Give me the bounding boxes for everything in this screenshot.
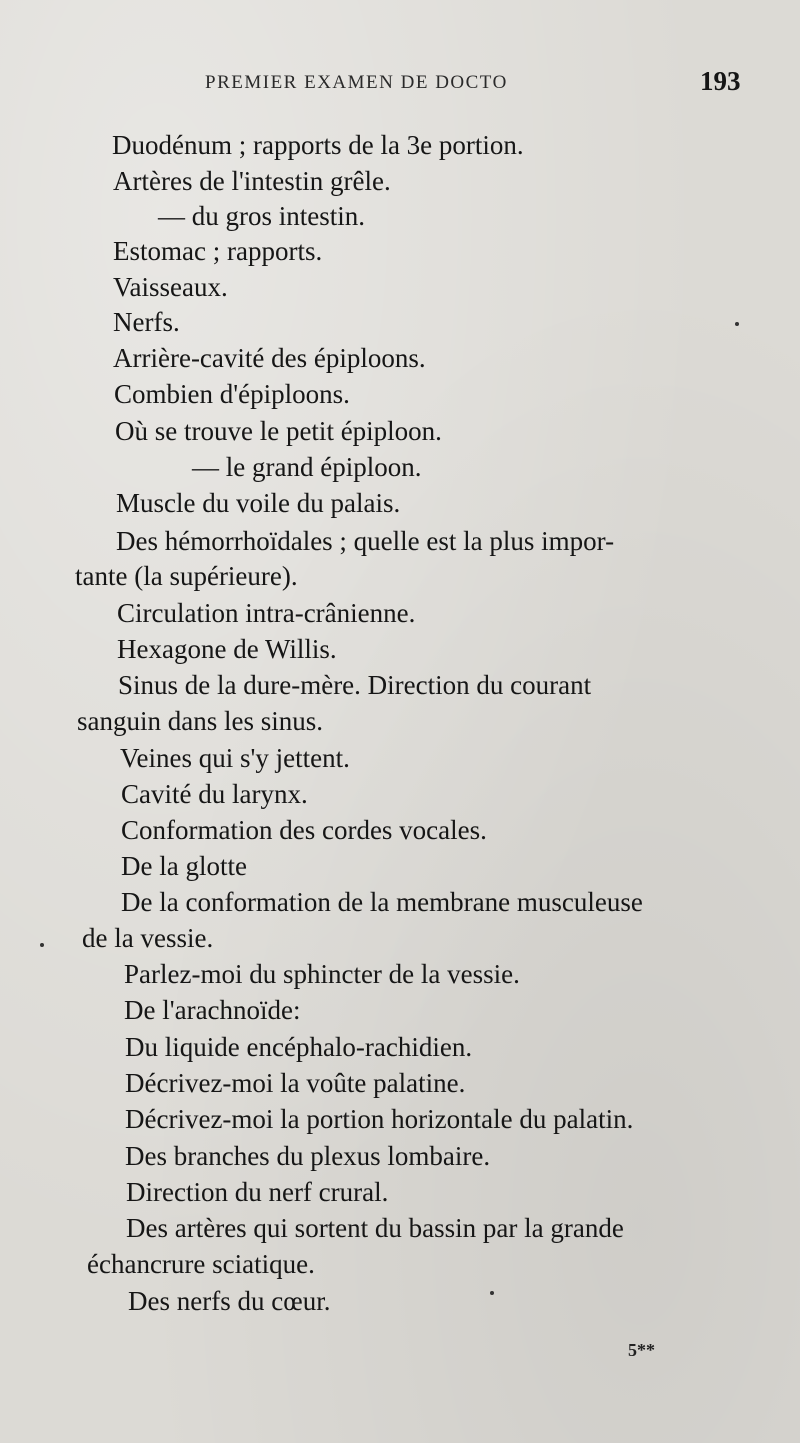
- text-line: Direction du nerf crural.: [126, 1177, 389, 1207]
- text-line: Des artères qui sortent du bassin par la grande: [126, 1213, 624, 1243]
- text-line: Conformation des cordes vocales.: [121, 815, 487, 845]
- text-line: — le grand épiploon.: [192, 452, 422, 482]
- text-line: Du liquide encéphalo-rachidien.: [125, 1032, 473, 1062]
- text-line: tante (la supérieure).: [75, 561, 298, 591]
- text-line: Sinus de la dure-mère. Direction du courant: [118, 670, 592, 700]
- page-number: 193: [700, 66, 741, 96]
- text-line: Décrivez-moi la voûte palatine.: [125, 1068, 466, 1098]
- text-line: Muscle du voile du palais.: [116, 488, 401, 518]
- text-line: Des branches du plexus lombaire.: [125, 1141, 491, 1171]
- text-line: échancrure sciatique.: [87, 1249, 315, 1279]
- text-line: Parlez-moi du sphincter de la vessie.: [124, 959, 520, 989]
- text-line: Hexagone de Willis.: [117, 634, 337, 664]
- text-line: Des nerfs du cœur.: [128, 1286, 331, 1316]
- text-line: Circulation intra-crânienne.: [117, 598, 416, 628]
- running-header: PREMIER EXAMEN DE DOCTO: [205, 72, 508, 93]
- text-line: sanguin dans les sinus.: [77, 706, 323, 736]
- text-line: Décrivez-moi la portion horizontale du palatin.: [125, 1104, 634, 1134]
- text-line: Cavité du larynx.: [121, 779, 308, 809]
- text-line: Artères de l'intestin grêle.: [113, 166, 391, 196]
- text-line: Combien d'épiploons.: [114, 379, 350, 409]
- text-line: — du gros intestin.: [158, 201, 365, 231]
- text-line: De la conformation de la membrane musculeuse: [121, 887, 643, 917]
- text-line: De l'arachnoïde:: [124, 995, 301, 1025]
- text-line: de la vessie.: [82, 923, 214, 953]
- text-line: Vaisseaux.: [113, 272, 228, 302]
- text-line: Des hémorrhoïdales ; quelle est la plus impor-: [116, 526, 615, 556]
- text-line: Nerfs.: [113, 307, 180, 337]
- text-line: Duodénum ; rapports de la 3e portion.: [112, 130, 524, 160]
- text-line: Où se trouve le petit épiploon.: [115, 416, 442, 446]
- speck: [40, 943, 44, 947]
- speck: [735, 322, 739, 326]
- text-line: Estomac ; rapports.: [113, 236, 323, 266]
- text-line: Veines qui s'y jettent.: [120, 743, 350, 773]
- signature-mark: 5**: [628, 1340, 655, 1360]
- text-line: Arrière-cavité des épiploons.: [113, 343, 426, 373]
- text-line: De la glotte: [121, 851, 247, 881]
- speck: [490, 1291, 494, 1295]
